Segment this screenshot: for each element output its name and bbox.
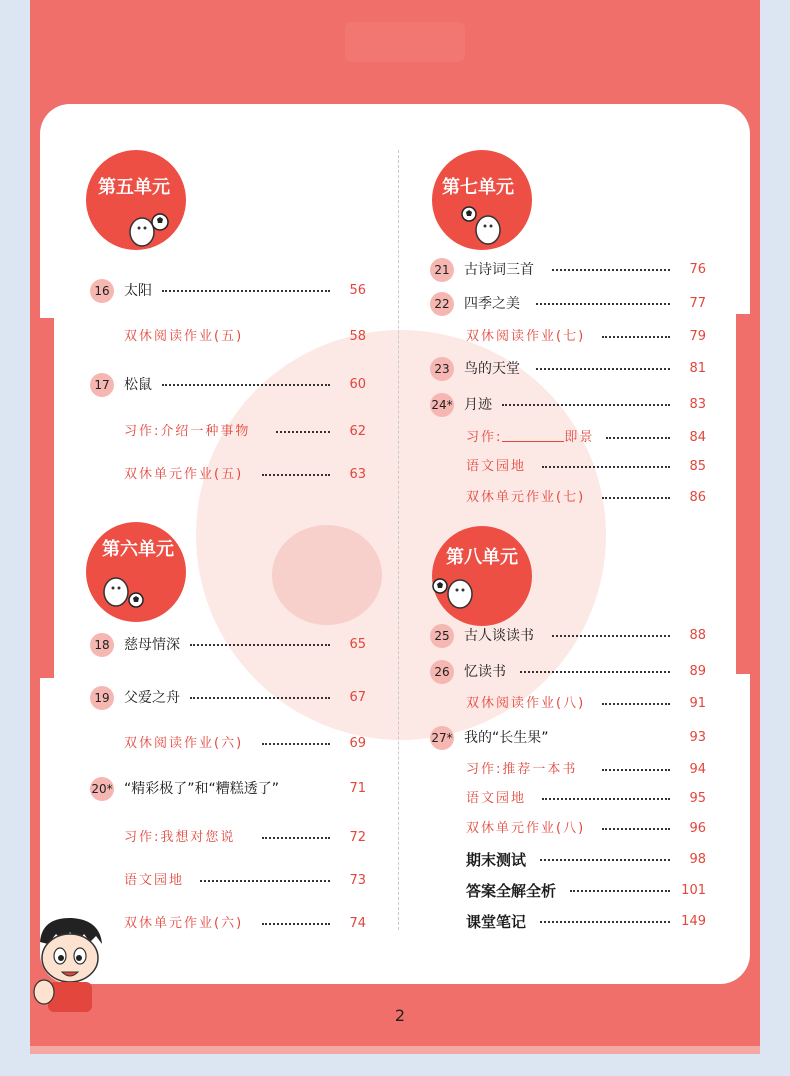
page-ref: 95 [689, 791, 706, 806]
dot-leader [602, 497, 670, 499]
dot-leader [162, 384, 330, 386]
lesson-title: 月迹 [464, 397, 492, 413]
dot-leader [200, 880, 330, 882]
section-title: 习作:我想对您说 [124, 830, 236, 845]
column-divider [398, 150, 399, 930]
lesson-number: 20* [90, 777, 114, 801]
toc-entry[interactable] [90, 279, 370, 303]
section-title-suffix: 即景 [564, 430, 595, 445]
page-ref: 83 [689, 397, 706, 412]
dot-leader [520, 671, 670, 673]
toc-entry[interactable] [430, 325, 710, 349]
page-ref: 81 [689, 361, 706, 376]
page-ref: 96 [689, 821, 706, 836]
section-title: 双休单元作业(五) [124, 467, 244, 482]
lesson-title: 鸟的天堂 [464, 361, 520, 377]
lesson-title: 父爱之舟 [124, 690, 180, 706]
lesson-number: 18 [90, 633, 114, 657]
section-title: 双休单元作业(六) [124, 916, 244, 931]
section-title [466, 426, 594, 450]
page-ref: 77 [689, 296, 706, 311]
dot-leader [262, 923, 330, 925]
page-ref: 91 [689, 696, 706, 711]
toc-entry[interactable] [90, 686, 370, 710]
dot-leader [540, 859, 670, 861]
lesson-number: 23 [430, 357, 454, 381]
dot-leader [536, 368, 670, 370]
page-ref: 101 [681, 883, 706, 898]
section-title: 双休单元作业(八) [466, 821, 586, 836]
unit-title: 第七单元 [442, 177, 514, 198]
watermark-logo [272, 525, 382, 625]
toc-entry[interactable] [430, 624, 710, 648]
unit-title: 第五单元 [98, 177, 170, 198]
toc-entry[interactable] [430, 292, 710, 316]
toc-entry[interactable] [430, 357, 710, 381]
page-ref: 58 [349, 329, 366, 344]
dot-leader [262, 837, 330, 839]
lesson-number: 22 [430, 292, 454, 316]
page-ref: 98 [689, 852, 706, 867]
page-ref: 93 [689, 730, 706, 745]
toc-entry[interactable] [90, 732, 370, 756]
dot-leader [552, 269, 670, 271]
toc-entry[interactable] [430, 787, 710, 811]
lesson-number: 27* [430, 726, 454, 750]
toc-entry[interactable] [90, 869, 370, 893]
toc-entry[interactable] [90, 912, 370, 936]
section-title: 双休单元作业(七) [466, 490, 586, 505]
unit-title: 第六单元 [102, 539, 174, 560]
lesson-number: 16 [90, 279, 114, 303]
page-ref: 94 [689, 762, 706, 777]
toc-entry[interactable] [466, 910, 710, 934]
page-ref: 76 [689, 262, 706, 277]
dot-leader [552, 635, 670, 637]
page-ref: 88 [689, 628, 706, 643]
dot-leader [190, 697, 330, 699]
page-ref: 69 [349, 736, 366, 751]
header-decoration [345, 22, 465, 62]
lesson-title: 古诗词三首 [464, 262, 534, 278]
dot-leader [502, 404, 670, 406]
section-title: 双休阅读作业(六) [124, 736, 244, 751]
toc-entry[interactable] [90, 325, 370, 349]
lesson-title: 松鼠 [124, 377, 152, 393]
section-title: 语文园地 [466, 791, 527, 806]
dinosaur-mascot-icon [100, 568, 144, 612]
page-ref: 84 [689, 430, 706, 445]
section-title: 双休阅读作业(七) [466, 329, 586, 344]
page-ref: 73 [349, 873, 366, 888]
lesson-title: 太阳 [124, 283, 152, 299]
section-title: 期末测试 [466, 851, 527, 869]
lesson-number: 17 [90, 373, 114, 397]
toc-entry[interactable] [430, 758, 710, 782]
page-ref: 62 [349, 424, 366, 439]
toc-entry[interactable] [90, 420, 370, 444]
lesson-number: 19 [90, 686, 114, 710]
lesson-number: 24* [430, 393, 454, 417]
dot-leader [542, 798, 670, 800]
toc-entry[interactable] [466, 848, 710, 872]
toc-entry[interactable] [90, 633, 370, 657]
page-edge [30, 1046, 760, 1054]
page-ref: 85 [689, 459, 706, 474]
dot-leader [602, 828, 670, 830]
section-title: 习作:推荐一本书 [466, 762, 578, 777]
dot-leader [536, 303, 670, 305]
toc-entry[interactable] [466, 879, 710, 903]
dinosaur-mascot-icon [460, 204, 504, 248]
page-ref: 60 [349, 377, 366, 392]
toc-entry[interactable] [430, 455, 710, 479]
lesson-title: 慈母情深 [124, 637, 180, 653]
section-title: 双休阅读作业(五) [124, 329, 244, 344]
section-title: 课堂笔记 [466, 913, 527, 931]
boy-mascot-icon [30, 912, 120, 1012]
toc-entry[interactable] [90, 463, 370, 487]
page-ref: 71 [349, 781, 366, 796]
left-side-stripe [40, 318, 54, 678]
dot-leader [276, 431, 330, 433]
dot-leader [606, 437, 670, 439]
toc-entry[interactable] [430, 426, 710, 450]
lesson-title: 古人谈读书 [464, 628, 534, 644]
toc-entry[interactable] [90, 373, 370, 397]
toc-entry[interactable] [430, 393, 710, 417]
lesson-number: 25 [430, 624, 454, 648]
blank-line [502, 427, 564, 442]
page-ref: 63 [349, 467, 366, 482]
lesson-title: 四季之美 [464, 296, 520, 312]
right-side-stripe [736, 314, 750, 674]
lesson-title: “精彩极了”和“糟糕透了” [124, 781, 280, 797]
lesson-number: 21 [430, 258, 454, 282]
section-title-prefix: 习作: [466, 430, 503, 445]
dinosaur-mascot-icon [430, 570, 474, 614]
dot-leader [190, 644, 330, 646]
page-ref: 79 [689, 329, 706, 344]
page-ref: 149 [681, 914, 706, 929]
lesson-title: 我的“长生果” [464, 730, 549, 746]
section-title: 答案全解全析 [466, 882, 557, 900]
page-ref: 56 [349, 283, 366, 298]
dot-leader [542, 466, 670, 468]
section-title: 双休阅读作业(八) [466, 696, 586, 711]
unit-title: 第八单元 [446, 547, 518, 568]
dot-leader [262, 743, 330, 745]
toc-entry[interactable] [430, 726, 710, 750]
section-title: 习作:介绍一种事物 [124, 424, 251, 439]
toc-entry[interactable] [90, 777, 370, 801]
page-ref: 89 [689, 664, 706, 679]
toc-entry[interactable] [430, 692, 710, 716]
section-title: 语文园地 [124, 873, 185, 888]
page-ref: 86 [689, 490, 706, 505]
dot-leader [540, 921, 670, 923]
dot-leader [570, 890, 670, 892]
dot-leader [602, 769, 670, 771]
toc-entry[interactable] [430, 258, 710, 282]
page-number: 2 [394, 1006, 406, 1025]
page-ref: 67 [349, 690, 366, 705]
page-ref: 72 [349, 830, 366, 845]
dot-leader [602, 336, 670, 338]
toc-entry[interactable] [430, 660, 710, 684]
dot-leader [262, 474, 330, 476]
toc-entry[interactable] [430, 486, 710, 510]
dot-leader [162, 290, 330, 292]
page-ref: 65 [349, 637, 366, 652]
toc-entry[interactable] [430, 817, 710, 841]
dot-leader [602, 703, 670, 705]
dinosaur-mascot-icon [126, 208, 170, 252]
page-ref: 74 [349, 916, 366, 931]
section-title: 语文园地 [466, 459, 527, 474]
lesson-title: 忆读书 [464, 664, 506, 680]
toc-entry[interactable] [90, 826, 370, 850]
lesson-number: 26 [430, 660, 454, 684]
